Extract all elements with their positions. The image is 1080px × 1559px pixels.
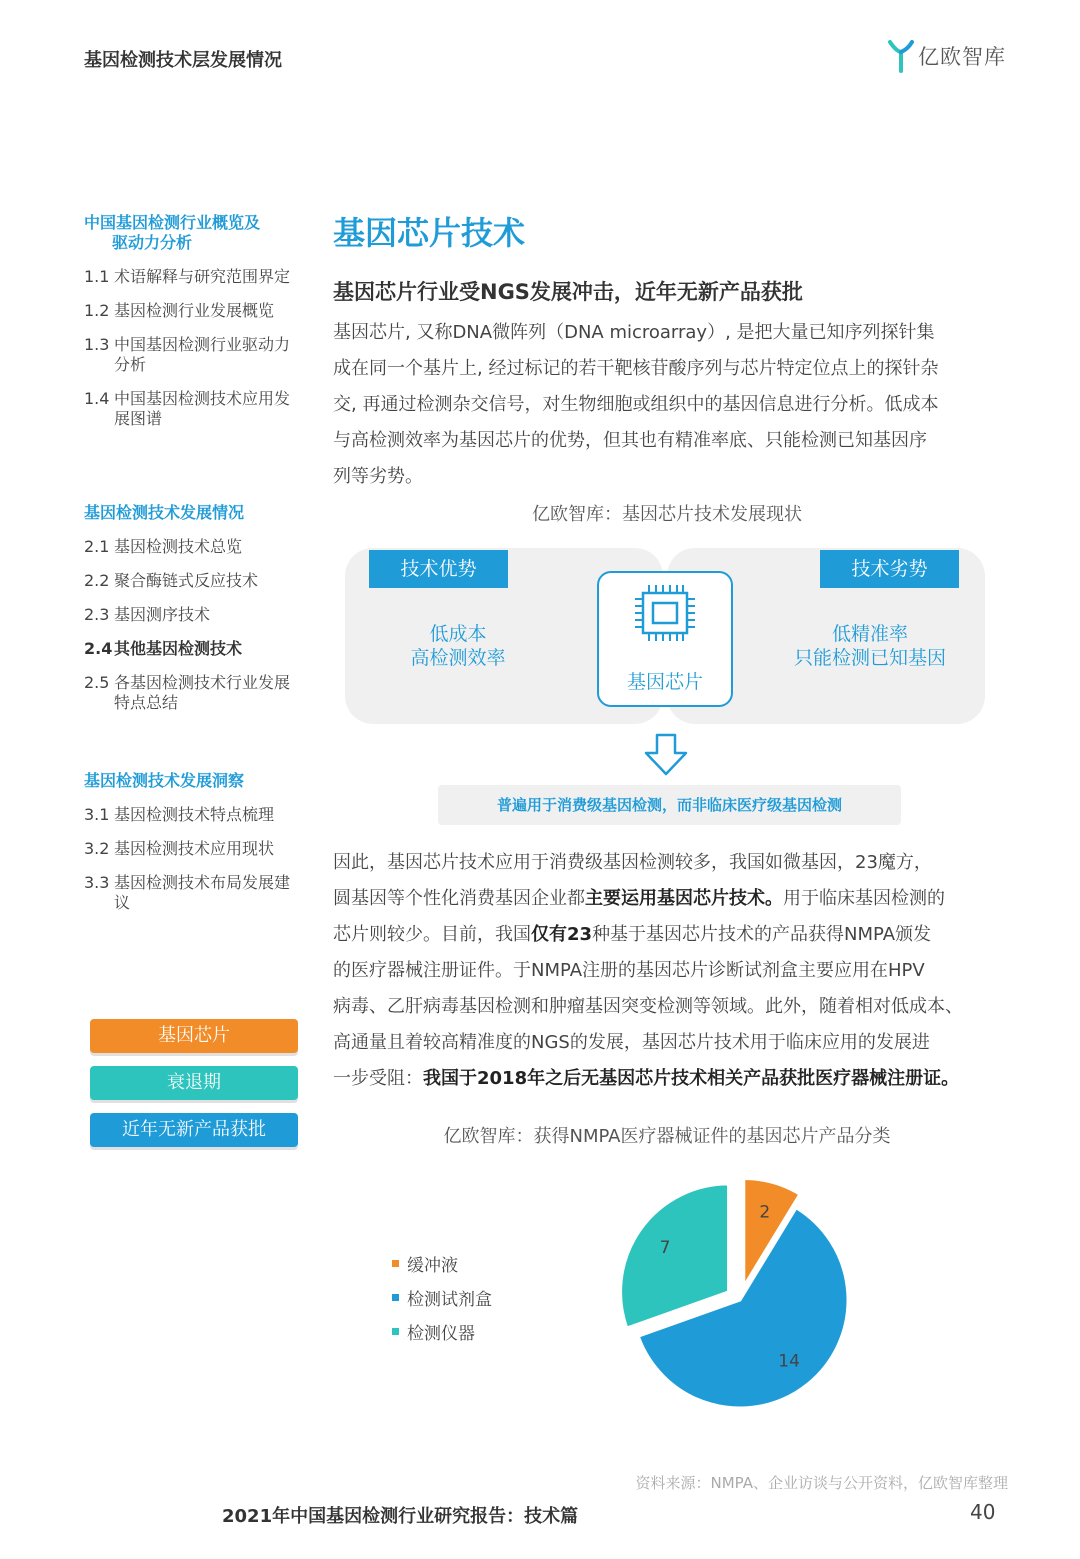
pie-slice [621, 1184, 729, 1328]
body-line [333, 1061, 1023, 1097]
chart-legend [392, 1246, 492, 1348]
body-emphasis: 我国于2018年之后无基因芯片技术相关产品获批医疗器械注册证。 [423, 1068, 960, 1089]
legend-swatch [392, 1260, 399, 1267]
legend-item [392, 1314, 492, 1348]
body-line: 高通量且着较高精准度的NGS的发展，基因芯片技术用于临床应用的发展进 [333, 1032, 930, 1053]
body-emphasis: 主要运用基因芯片技术。 [585, 888, 783, 909]
nav-num: 3.3 [84, 873, 110, 892]
advantage-line: 高检测效率 [410, 647, 506, 669]
chip-icon [631, 583, 699, 643]
intro-line: 成在同一个基片上, 经过标记的若干靶核苷酸序列与芯片特定位点上的探针杂 [333, 358, 939, 379]
nav-num: 2.4 [84, 639, 113, 658]
body-paragraph [333, 845, 1023, 1097]
nav-num: 1.3 [84, 335, 110, 354]
sidebar-heading-1-line2: 驱动力分析 [112, 233, 193, 252]
nav-label: 基因检测技术布局发展建议 [114, 873, 291, 912]
logo-text: 亿欧智库 [918, 45, 1006, 69]
advantage-text [368, 622, 548, 670]
disadvantage-line: 低精准率 [831, 623, 908, 645]
section-subheading: 基因芯片行业受NGS发展冲击，近年无新产品获批 [333, 280, 803, 304]
nav-num: 2.5 [84, 673, 110, 692]
sidebar-heading-1-line1: 中国基因检测行业概览及 [84, 213, 261, 232]
nav-num: 2.3 [84, 605, 110, 624]
body-line [333, 917, 1023, 953]
sidebar-item-1-1[interactable] [84, 267, 304, 287]
nav-label: 术语解释与研究范围界定 [114, 267, 291, 286]
intro-line: 基因芯片, 又称DNA微阵列（DNA microarray）, 是把大量已知序列探针集 [333, 322, 935, 343]
sidebar-item-1-3[interactable] [84, 335, 304, 375]
intro-line: 与高检测效率为基因芯片的优势，但其也有精准率底、只能检测已知基因序 [333, 430, 927, 451]
legend-label: 检测试剂盒 [407, 1289, 492, 1310]
body-line [333, 881, 1023, 917]
pie-data-label: 7 [659, 1238, 671, 1259]
sidebar-group-1 [84, 213, 304, 429]
body-line: 病毒、乙肝病毒基因检测和肿瘤基因突变检测等领域。此外，随着相对低成本、 [333, 996, 963, 1017]
body-text: 种基于基因芯片技术的产品获得NMPA颁发 [592, 924, 932, 945]
nav-label: 基因检测技术特点梳理 [114, 805, 275, 824]
legend-swatch [392, 1328, 399, 1335]
sidebar-item-2-2[interactable] [84, 571, 304, 591]
page-header-title: 基因检测技术层发展情况 [84, 50, 282, 71]
sidebar-heading-1[interactable] [84, 213, 304, 253]
sidebar-item-3-2[interactable] [84, 839, 304, 859]
nav-label: 其他基因检测技术 [114, 639, 243, 658]
disadvantage-text [770, 622, 970, 670]
sidebar-item-2-3[interactable] [84, 605, 304, 625]
section-title: 基因芯片技术 [333, 214, 526, 252]
nav-num: 1.2 [84, 301, 110, 320]
nav-label: 基因检测技术总览 [114, 537, 243, 556]
nav-label: 中国基因检测行业驱动力分析 [114, 335, 291, 374]
tag-decline-stage: 衰退期 [90, 1066, 298, 1100]
nav-num: 1.1 [84, 267, 110, 286]
nav-num: 1.4 [84, 389, 110, 408]
legend-label: 检测仪器 [407, 1323, 475, 1344]
advantage-label: 技术优势 [369, 550, 508, 588]
sidebar-item-3-3[interactable] [84, 873, 304, 913]
pie-data-label: 2 [759, 1202, 771, 1223]
tag-gene-chip: 基因芯片 [90, 1019, 298, 1053]
chip-center-label: 基因芯片 [626, 671, 703, 693]
logo-mark-icon [888, 39, 914, 73]
nav-label: 各基因检测技术行业发展特点总结 [114, 673, 291, 712]
body-text: 芯片则较少。目前，我国 [333, 924, 531, 945]
legend-swatch [392, 1294, 399, 1301]
page-number: 40 [970, 1500, 996, 1524]
conclusion-banner: 普遍用于消费级基因检测，而非临床医疗级基因检测 [438, 785, 901, 825]
nav-num: 3.1 [84, 805, 110, 824]
sidebar-item-2-1[interactable] [84, 537, 304, 557]
body-text: 圆基因等个性化消费基因企业都 [333, 888, 585, 909]
nav-label: 聚合酶链式反应技术 [114, 571, 259, 590]
legend-item [392, 1280, 492, 1314]
pie-data-label: 14 [778, 1351, 800, 1372]
brand-logo [888, 38, 1006, 74]
tag-no-new-approvals: 近年无新产品获批 [90, 1113, 298, 1147]
sidebar-group-3 [84, 771, 304, 913]
chart-caption: 亿欧智库：获得NMPA医疗器械证件的基因芯片产品分类 [443, 1126, 891, 1147]
body-text: 一步受阻： [333, 1068, 423, 1089]
advantage-line: 低成本 [429, 623, 487, 645]
body-line: 因此，基因芯片技术应用于消费级基因检测较多，我国如微基因，23魔方， [333, 852, 932, 873]
legend-item [392, 1246, 492, 1280]
disadvantage-label: 技术劣势 [820, 550, 959, 588]
sidebar-heading-3[interactable]: 基因检测技术发展洞察 [84, 771, 245, 790]
intro-line: 列等劣势。 [333, 466, 423, 487]
sidebar-item-2-5[interactable] [84, 673, 304, 713]
sidebar-item-1-2[interactable] [84, 301, 304, 321]
nav-label: 基因检测行业发展概览 [114, 301, 275, 320]
diagram-caption: 亿欧智库：基因芯片技术发展现状 [532, 504, 802, 525]
sidebar-heading-2[interactable]: 基因检测技术发展情况 [84, 503, 245, 522]
report-title: 2021年中国基因检测行业研究报告：技术篇 [222, 1506, 579, 1527]
sidebar-item-1-4[interactable] [84, 389, 304, 429]
sidebar-group-2 [84, 503, 304, 713]
nav-label: 基因测序技术 [114, 605, 211, 624]
nav-num: 2.1 [84, 537, 110, 556]
nav-num: 2.2 [84, 571, 110, 590]
down-arrow-icon [643, 733, 689, 777]
nav-label: 中国基因检测技术应用发展图谱 [114, 389, 291, 428]
body-emphasis: 仅有23 [531, 924, 593, 945]
body-line: 的医疗器械注册证件。于NMPA注册的基因芯片诊断试剂盒主要应用在HPV [333, 960, 925, 981]
intro-line: 交, 再通过检测杂交信号，对生物细胞或组织中的基因信息进行分析。低成本 [333, 394, 939, 415]
sidebar-item-2-4[interactable] [84, 639, 304, 659]
intro-paragraph [333, 315, 1013, 495]
disadvantage-line: 只能检测已知基因 [793, 647, 946, 669]
sidebar-item-3-1[interactable] [84, 805, 304, 825]
nav-label: 基因检测技术应用现状 [114, 839, 275, 858]
pie-chart [600, 1160, 880, 1440]
legend-label: 缓冲液 [407, 1255, 458, 1276]
nav-num: 3.2 [84, 839, 110, 858]
body-text: 用于临床基因检测的 [783, 888, 945, 909]
source-note: 资料来源：NMPA、企业访谈与公开资料，亿欧智库整理 [635, 1474, 1008, 1492]
